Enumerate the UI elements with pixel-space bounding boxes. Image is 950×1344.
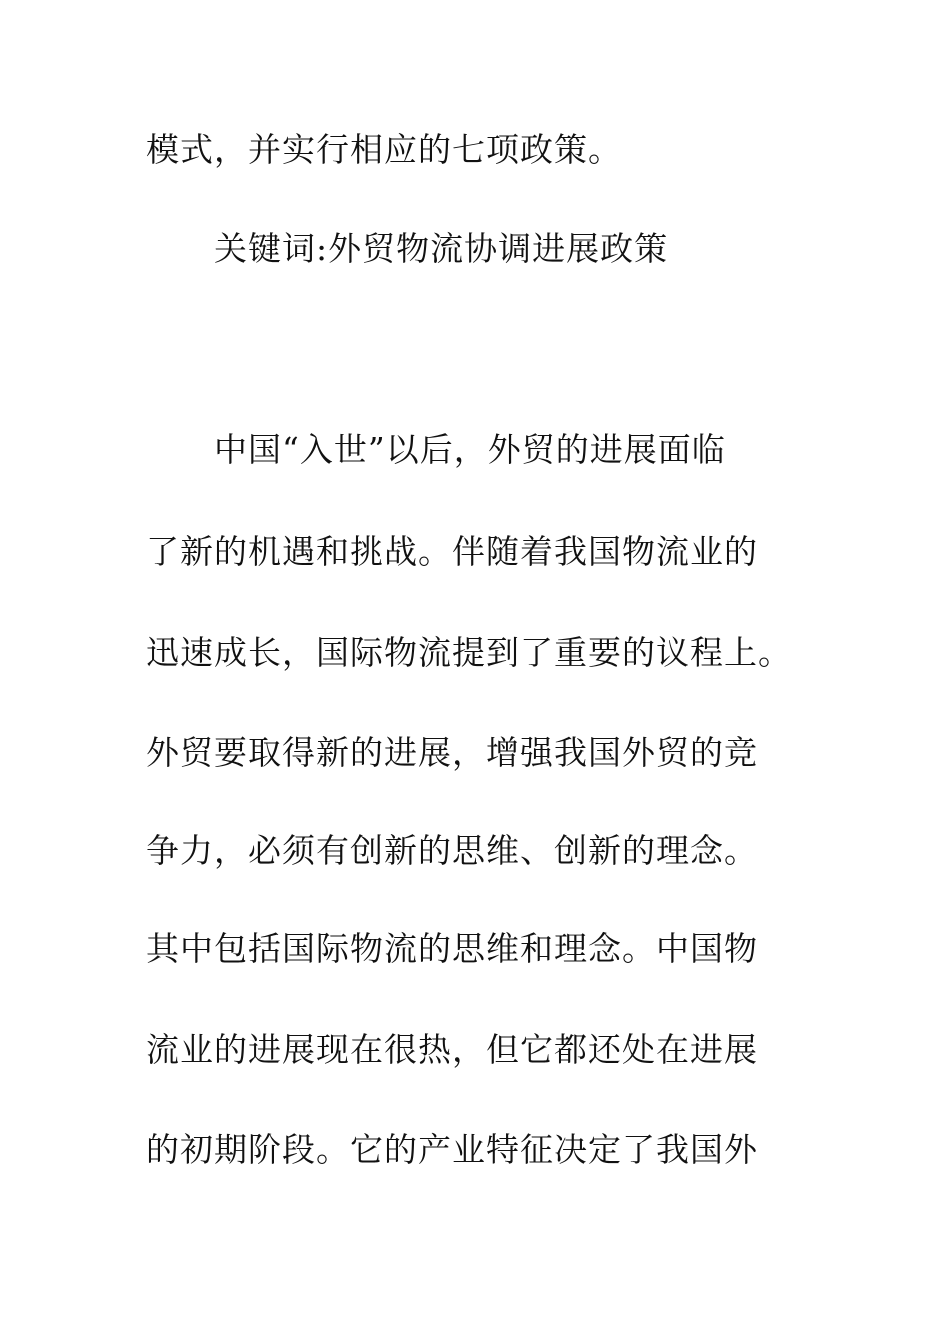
keywords-line: 关键词:外贸物流协调进展政策 <box>214 229 669 268</box>
paragraph-line: 中国“入世”以后，外贸的进展面临 <box>214 430 726 469</box>
paragraph-line: 了新的机遇和挑战。伴随着我国物流业的 <box>146 532 758 571</box>
paragraph-line: 争力，必须有创新的思维、创新的理念。 <box>146 831 758 870</box>
paragraph-line: 迅速成长，国际物流提到了重要的议程上。 <box>146 633 792 672</box>
intro-tail-line: 模式，并实行相应的七项政策。 <box>146 130 622 169</box>
paragraph-line: 的初期阶段。它的产业特征决定了我国外 <box>146 1130 758 1169</box>
paragraph-line: 流业的进展现在很热，但它都还处在进展 <box>146 1030 758 1069</box>
paragraph-line: 其中包括国际物流的思维和理念。中国物 <box>146 929 758 968</box>
paragraph-line: 外贸要取得新的进展，增强我国外贸的竞 <box>146 733 758 772</box>
